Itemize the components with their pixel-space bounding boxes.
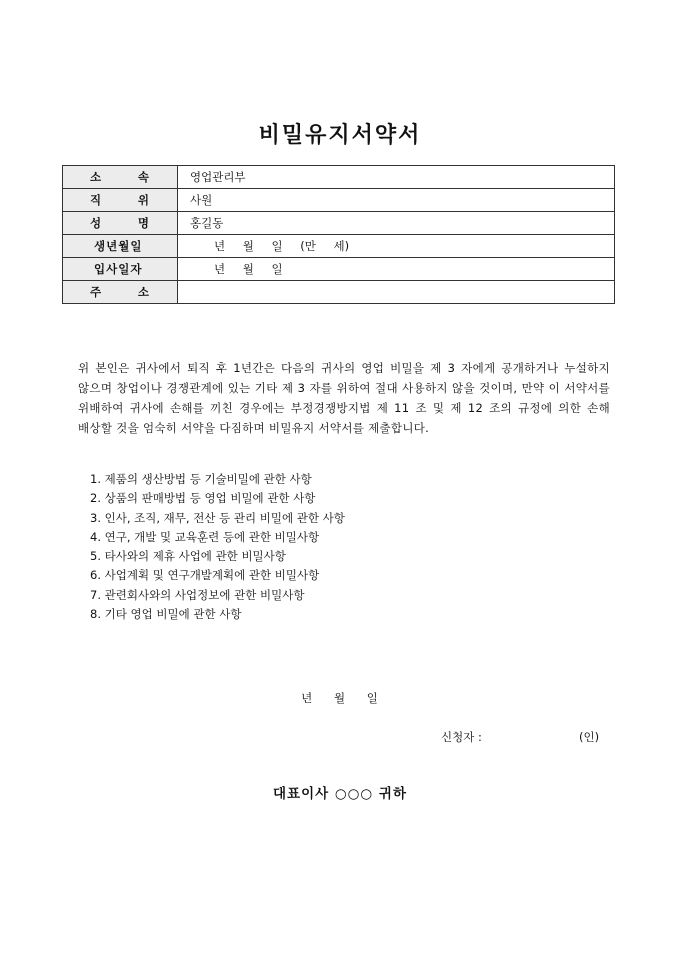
confidential-items-list [90,470,345,624]
table-row [63,189,615,212]
list-item: 3. 인사, 조직, 재무, 전산 등 관리 비밀에 관한 사항 [90,510,345,525]
affiliation-value: 영업관리부 [178,166,615,189]
affiliation-label: 소 속 [63,166,178,189]
date-month: 월 [333,691,347,705]
signature-date [0,690,680,706]
table-row [63,281,615,304]
name-value: 홍길동 [178,212,615,235]
applicant-label: 신청자 : [441,730,482,744]
list-item: 4. 연구, 개발 및 교육훈련 등에 관한 비밀사항 [90,529,320,544]
birthdate-label: 생년월일 [63,235,178,258]
birthdate-value: 년 월 일 (만 세) [178,235,615,258]
table-row [63,235,615,258]
date-year: 년 [301,691,314,705]
applicant-line [441,729,601,745]
table-row [63,166,615,189]
name-label: 성 명 [63,212,178,235]
recipient: 대표이사 ○○○ 귀하 [273,786,407,802]
address-value [178,281,615,304]
document-title: 비밀유지서약서 [258,123,422,148]
join-date-label: 입사일자 [63,258,178,281]
position-label: 직 위 [63,189,178,212]
date-day: 일 [366,691,379,705]
list-item: 1. 제품의 생산방법 등 기술비밀에 관한 사항 [90,472,312,486]
list-item: 6. 사업계획 및 연구개발계획에 관한 비밀사항 [90,568,320,583]
position-value: 사원 [178,189,615,212]
table-row [63,258,615,281]
info-table [62,165,615,304]
pledge-paragraph: 위 본인은 귀사에서 퇴직 후 1년간은 다음의 귀사의 영업 비밀을 제 3 자에게 공개하거나 누설하지 않으며 창업이나 경쟁관계에 있는 기타 제 3 자를 위하여 절대 사용하지 않을 것이며, 만약 이 서약서를 위배하여 귀사에 손해를 끼친 경우에는 부정경쟁방지법 제 11 조 및 제 12 조의 규정에 의한 손해 배상할 것을 엄숙히 서약을 다짐하며 비밀유지 서약서를 제출합니다. [78,361,610,435]
list-item: 5. 타사와의 제휴 사업에 관한 비밀사항 [90,549,286,564]
list-item: 7. 관련회사와의 사업정보에 관한 비밀사항 [90,587,305,602]
seal-label: (인) [579,730,600,744]
list-item: 2. 상품의 판매방법 등 영업 비밀에 관한 사항 [90,491,316,506]
table-row [63,212,615,235]
join-date-value: 년 월 일 [178,258,615,281]
address-label: 주 소 [63,281,178,304]
list-item: 8. 기타 영업 비밀에 관한 사항 [90,607,242,622]
